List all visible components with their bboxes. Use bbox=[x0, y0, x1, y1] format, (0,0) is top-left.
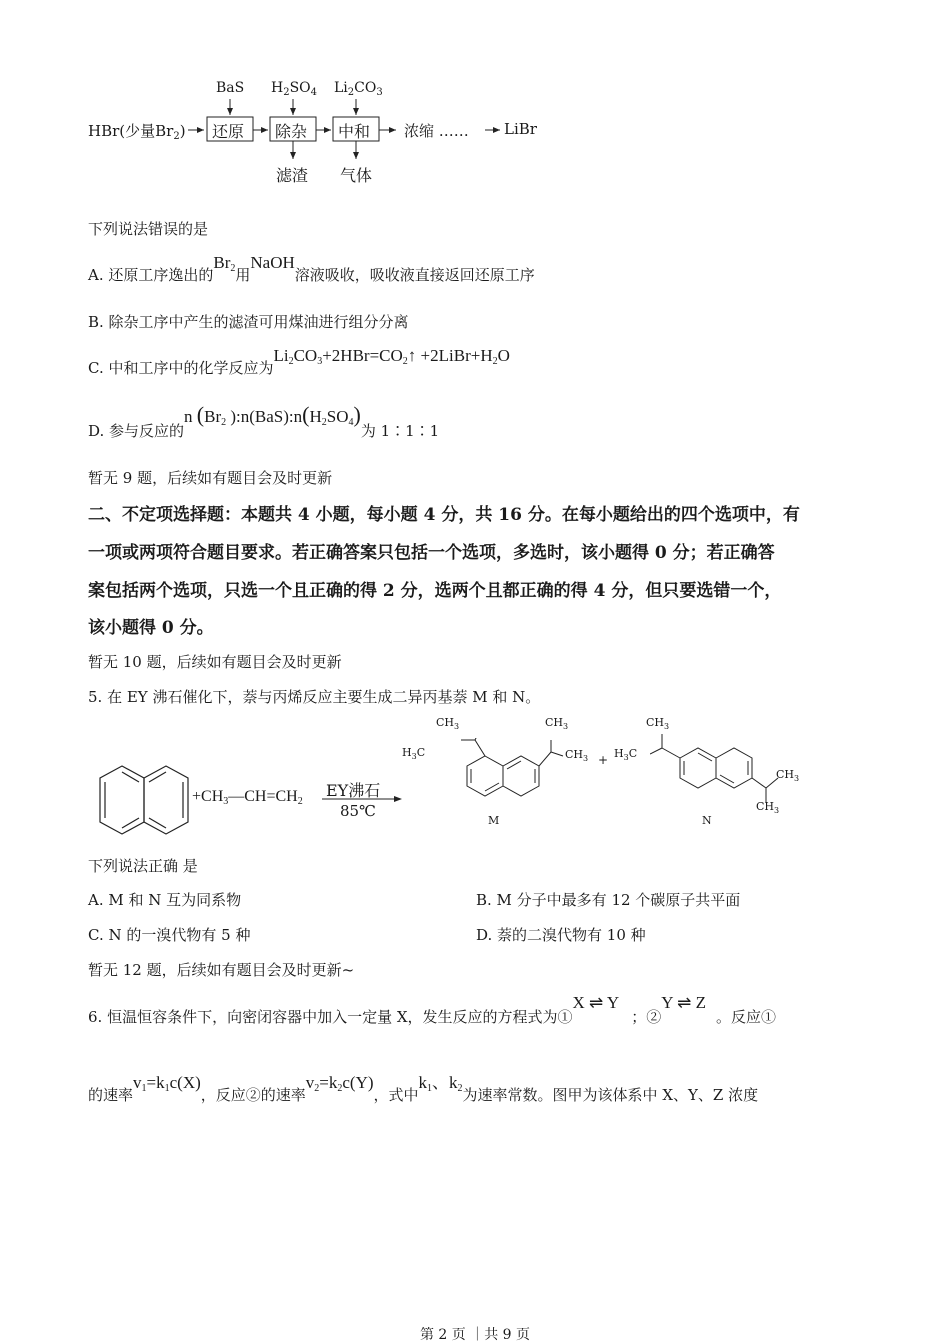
q5-option-d: D. 萘的二溴代物有 10 种 bbox=[476, 926, 646, 944]
q6-rate2 bbox=[306, 1073, 374, 1092]
m-h3c-left bbox=[402, 746, 425, 761]
t: 1 bbox=[427, 1083, 433, 1094]
q4-c-equation bbox=[273, 346, 509, 365]
t: 3 bbox=[794, 774, 800, 783]
flow-reagent-li2co3 bbox=[334, 80, 383, 98]
t: CH bbox=[646, 716, 665, 729]
t: CH bbox=[776, 768, 795, 781]
q6-equation2: Y ⇌ Z bbox=[661, 993, 706, 1012]
t: 3 bbox=[623, 753, 629, 762]
q6-equation1: X ⇌ Y bbox=[572, 993, 620, 1012]
t: 2 bbox=[230, 263, 236, 274]
t: H bbox=[271, 80, 284, 96]
t: Br bbox=[204, 407, 222, 426]
t: 2 bbox=[457, 1083, 463, 1094]
product-m-label: M bbox=[488, 814, 500, 827]
section2-line2: 一项或两项符合题目要求。若正确答案只包括一个选项，多选时，该小题得 0 分；若正确答 bbox=[88, 543, 775, 563]
t: 2 bbox=[321, 417, 327, 428]
section2-line1: 二、不定项选择题：本题共 4 小题，每小题 4 分，共 16 分。在每小题给出的四个选项中，有 bbox=[88, 505, 800, 525]
m-ch3-top-left bbox=[436, 716, 459, 731]
t: v bbox=[305, 1073, 315, 1092]
q6-k-symbols bbox=[419, 1073, 463, 1092]
t: c(X) bbox=[169, 1073, 201, 1092]
t: 2 bbox=[297, 796, 303, 807]
t: 2 bbox=[221, 417, 227, 428]
t: NaOH bbox=[250, 253, 295, 272]
t: 3 bbox=[223, 796, 229, 807]
t: SO bbox=[326, 407, 349, 426]
t: —CH=CH bbox=[228, 788, 298, 805]
m-ch3-top-right bbox=[545, 716, 568, 731]
n-h3c-left bbox=[614, 747, 637, 762]
notice-q10: 暂无 10 题，后续如有题目会及时更新 bbox=[88, 653, 342, 671]
t: 4 bbox=[310, 87, 318, 98]
t: H bbox=[309, 407, 322, 426]
flow-output-residue: 滤渣 bbox=[276, 166, 309, 185]
t: O bbox=[497, 346, 510, 365]
n-ch3-top bbox=[646, 716, 669, 731]
notice-q9: 暂无 9 题，后续如有题目会及时更新 bbox=[88, 469, 333, 487]
t: k bbox=[449, 1073, 458, 1092]
t: …… bbox=[438, 122, 469, 140]
t: 6. 恒温恒容条件下，向密闭容器中加入一定量 X，发生反应的方程式为① bbox=[88, 1008, 573, 1026]
flow-start-sub: 2 bbox=[173, 131, 180, 142]
t: 3 bbox=[774, 806, 780, 815]
t: A. 还原工序逸出的 bbox=[88, 266, 214, 284]
t: 2 bbox=[347, 87, 355, 98]
t: 1 bbox=[141, 1083, 147, 1094]
t: ，式中 bbox=[373, 1086, 419, 1104]
t: Li bbox=[273, 346, 289, 365]
n-ch3-bottom bbox=[756, 800, 779, 815]
t: 2 bbox=[288, 356, 294, 367]
q5-option-c: C. N 的一溴代物有 5 种 bbox=[88, 926, 251, 944]
t: ( bbox=[196, 402, 205, 427]
flow-output-gas: 气体 bbox=[340, 166, 373, 185]
flow-box-reduce-label: 还原 bbox=[212, 122, 245, 141]
t: 溶液吸收，吸收液直接返回还原工序 bbox=[294, 266, 535, 284]
t: =k bbox=[146, 1073, 165, 1092]
t: H bbox=[402, 746, 412, 759]
products-plus: + bbox=[598, 753, 609, 767]
t: ( bbox=[302, 402, 310, 427]
t: CH bbox=[436, 716, 455, 729]
t: n bbox=[184, 407, 193, 426]
t: 2 bbox=[314, 1083, 320, 1094]
t: C bbox=[416, 746, 426, 759]
flow-box-neutralize-label: 中和 bbox=[338, 122, 371, 141]
q5-ask: 下列说法正确 是 bbox=[88, 857, 198, 875]
t: +CH bbox=[192, 788, 224, 805]
t: 2 bbox=[337, 1083, 343, 1094]
q6-rate1 bbox=[133, 1073, 201, 1092]
t: C. 中和工序中的化学反应为 bbox=[88, 359, 274, 377]
q4-option-c bbox=[88, 345, 510, 377]
flow-start bbox=[88, 120, 186, 142]
q5-option-b: B. M 分子中最多有 12 个碳原子共平面 bbox=[476, 891, 741, 909]
section2-line3: 案包括两个选项，只选一个且正确的得 2 分，选两个且都正确的得 4 分，但只要选错一个， bbox=[88, 581, 782, 601]
q5-condition-catalyst: EY沸石 bbox=[326, 781, 381, 800]
naphthalene-structure bbox=[84, 762, 194, 838]
section2-line4: 该小题得 0 分。 bbox=[88, 618, 214, 638]
q5-condition-temp: 85℃ bbox=[340, 802, 376, 820]
t: 4 bbox=[348, 417, 354, 428]
t: Li bbox=[334, 80, 348, 96]
flow-step-concentrate bbox=[404, 120, 469, 141]
flow-start-text: HBr(少量Br bbox=[88, 122, 174, 140]
m-ch3-right bbox=[565, 748, 588, 763]
t: 3 bbox=[454, 722, 460, 731]
t: 3 bbox=[411, 752, 417, 761]
flow-reagent-bas: BaS bbox=[216, 80, 245, 96]
t: SO bbox=[289, 80, 311, 96]
t: ) bbox=[353, 402, 361, 427]
t: 3 bbox=[664, 722, 670, 731]
t: 用 bbox=[235, 266, 251, 284]
t: 3 bbox=[563, 722, 569, 731]
t: v bbox=[133, 1073, 142, 1092]
flow-product: LiBr bbox=[504, 120, 537, 138]
t: CO bbox=[354, 80, 377, 96]
t: D. 参与反应的 bbox=[88, 422, 185, 440]
notice-q12: 暂无 12 题，后续如有题目会及时更新~ bbox=[88, 961, 355, 979]
page-footer: 第 2 页 ｜共 9 页 bbox=[419, 1327, 531, 1343]
t: =k bbox=[319, 1073, 338, 1092]
t: ↑ +2LiBr+H bbox=[407, 346, 493, 365]
t: ):n(BaS):n bbox=[230, 407, 303, 426]
product-n-label: N bbox=[702, 814, 712, 827]
q4-option-b: B. 除杂工序中产生的滤渣可用煤油进行组分分离 bbox=[88, 313, 409, 331]
t: 2 bbox=[492, 356, 498, 367]
q4-stem: 下列说法错误的是 bbox=[88, 220, 209, 238]
q5-option-a: A. M 和 N 互为同系物 bbox=[88, 891, 242, 909]
t: k bbox=[418, 1073, 428, 1092]
t: CH bbox=[545, 716, 564, 729]
q6-line1 bbox=[88, 992, 777, 1026]
q6-line2 bbox=[88, 1068, 759, 1104]
t: 、 bbox=[432, 1073, 450, 1092]
t: c(Y) bbox=[342, 1073, 374, 1092]
t: CO bbox=[293, 346, 318, 365]
flow-start-end: ) bbox=[179, 122, 186, 140]
q4-option-a bbox=[88, 252, 535, 284]
q4-d-ratio bbox=[184, 402, 361, 428]
t: C bbox=[628, 747, 638, 760]
t: 3 bbox=[317, 356, 323, 367]
t: H bbox=[614, 747, 624, 760]
flow-box-purify-label: 除杂 bbox=[275, 122, 308, 141]
t: ；② bbox=[631, 1008, 662, 1026]
t: +2HBr=CO bbox=[322, 346, 403, 365]
t: 为速率常数。图甲为该体系中 X、Y、Z 浓度 bbox=[462, 1086, 759, 1104]
t: 2 bbox=[283, 87, 290, 98]
q5-stem: 5. 在 EY 沸石催化下，萘与丙烯反应主要生成二异丙基萘 M 和 N。 bbox=[88, 688, 541, 706]
n-ch3-right bbox=[776, 768, 799, 783]
q5-propene bbox=[192, 788, 303, 807]
t: 。反应① bbox=[716, 1008, 777, 1026]
t: CH bbox=[565, 748, 584, 761]
t: 3 bbox=[376, 87, 383, 98]
t: CH bbox=[756, 800, 775, 813]
t: ，反应②的速率 bbox=[200, 1086, 306, 1104]
t: 2 bbox=[402, 356, 408, 367]
flow-reagent-h2so4 bbox=[271, 80, 317, 98]
t: Br bbox=[213, 253, 231, 272]
t bbox=[213, 253, 235, 272]
t: 3 bbox=[583, 754, 589, 763]
q4-option-d bbox=[88, 402, 440, 440]
t: 1 bbox=[164, 1083, 170, 1094]
t: 为 1∶1∶1 bbox=[360, 422, 440, 440]
t: 浓缩 bbox=[404, 122, 435, 140]
t: 的速率 bbox=[88, 1086, 134, 1104]
